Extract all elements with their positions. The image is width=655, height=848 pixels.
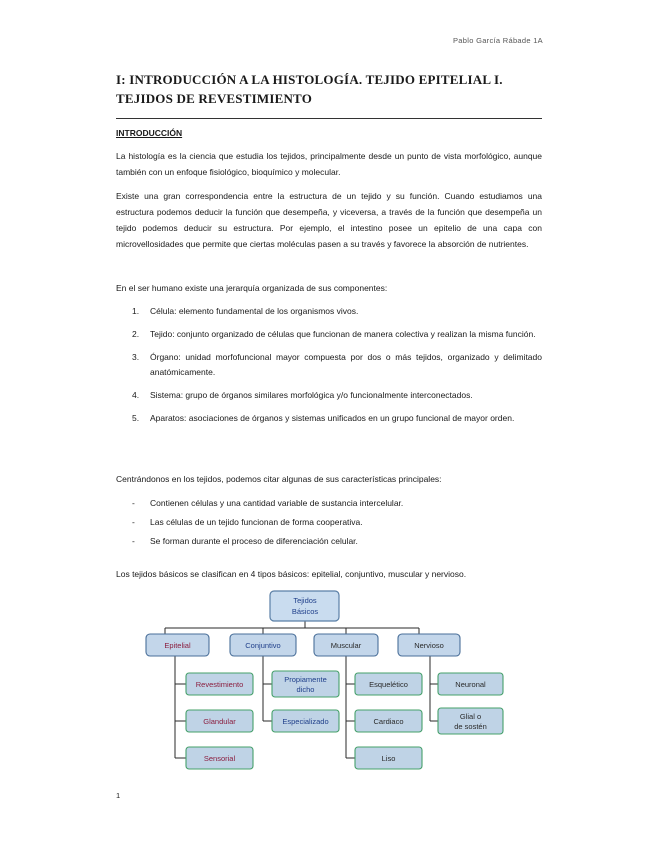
list-item-text: Aparatos: asociaciones de órganos y sistemas unificados en un grupo funcional de mayor orden. <box>150 413 515 423</box>
leaf-glial-label-line2: de sostén <box>454 722 487 731</box>
leaf-glial-label-line1: Glial o <box>459 712 482 721</box>
category-muscular-label: Muscular <box>330 641 362 650</box>
leaf-cardiaco-label: Cardiaco <box>373 717 404 726</box>
list-item-number: 5. <box>132 413 140 423</box>
leaf-revestimiento-label: Revestimiento <box>195 680 244 689</box>
list-item <box>116 388 542 403</box>
leaf-esqueletico-label: Esquelético <box>369 680 408 689</box>
bullet-dash: - <box>132 498 135 508</box>
list-item-text: Contienen células y una cantidad variable de sustancia intercelular. <box>150 498 404 508</box>
list-item <box>116 515 542 530</box>
list-item-number: 4. <box>132 390 140 400</box>
list-item <box>116 534 542 549</box>
paragraph-tissue-types: Los tejidos básicos se clasifican en 4 tipos básicos: epitelial, conjuntivo, muscular y nervioso. <box>116 569 467 579</box>
paragraph-characteristics-intro: Centrándonos en los tejidos, podemos citar algunas de sus características principales: <box>116 474 442 484</box>
tissue-hierarchy-diagram <box>140 588 510 778</box>
section-heading: INTRODUCCIÓN <box>116 128 183 138</box>
bullet-dash: - <box>132 517 135 527</box>
paragraph-definition: La histología es la ciencia que estudia los tejidos, principalmente desde un punto de vista morfológico, aunque también con un enfoque fisiológico, bioquímico y molecular. <box>116 151 542 177</box>
list-item <box>116 350 542 380</box>
list-item <box>116 304 542 319</box>
category-conjuntivo-label: Conjuntivo <box>245 641 281 650</box>
leaf-especializado-label: Especializado <box>282 717 329 726</box>
document-title: I: INTRODUCCIÓN A LA HISTOLOGÍA. TEJIDO EPITELIAL I. TEJIDOS DE REVESTIMIENTO <box>116 72 503 106</box>
list-item-text: Célula: elemento fundamental de los organismos vivos. <box>150 306 359 316</box>
list-item-text: Tejido: conjunto organizado de células que funcionan de manera colectiva y realizan la misma función. <box>150 329 536 339</box>
leaf-liso-label: Liso <box>381 754 396 763</box>
leaf-propiamente-label-line1: Propiamente <box>284 675 327 684</box>
list-item-text: Sistema: grupo de órganos similares morfológica y/o funcionalmente interconectados. <box>150 390 473 400</box>
list-item-text: Las células de un tejido funcionan de forma cooperativa. <box>150 517 363 527</box>
root-label-line1: Tejidos <box>293 596 317 605</box>
paragraph-structure-function: Existe una gran correspondencia entre la estructura de un tejido y su función. Cuando estudiamos una estructura podemos deducir la función que desempeña, y viceversa, a través de la función que desempeña un tejido podemos deducir su estructura. Por ejemplo, el intestino posee un epitelio de una capa con microvellosidades que permite que ciertas moléculas pasen a su través y favorece la absorción de nutrientes. <box>116 191 542 249</box>
characteristics-list <box>116 496 542 553</box>
list-item-text: Órgano: unidad morfofuncional mayor compuesta por dos o más tejidos, organizado y delimitado anatómicamente. <box>150 352 542 377</box>
list-item <box>116 496 542 511</box>
root-label-line2: Básicos <box>291 607 319 616</box>
paragraph-hierarchy-intro: En el ser humano existe una jerarquía organizada de sus componentes: <box>116 283 388 293</box>
leaf-sensorial-label: Sensorial <box>203 754 236 763</box>
list-item <box>116 327 542 342</box>
leaf-glandular-label: Glandular <box>203 717 236 726</box>
leaf-propiamente-label-line2: dicho <box>296 685 315 694</box>
leaf-neuronal-label: Neuronal <box>455 680 486 689</box>
page-number: 1 <box>116 791 121 800</box>
list-item-number: 1. <box>132 306 140 316</box>
list-item-number: 3. <box>132 352 140 362</box>
category-nervioso-label: Nervioso <box>414 641 444 650</box>
list-item-text: Se forman durante el proceso de diferenciación celular. <box>150 536 358 546</box>
list-item-number: 2. <box>132 329 140 339</box>
header-author: Pablo García Rábade 1A <box>453 36 543 45</box>
list-item <box>116 411 542 426</box>
hierarchy-list <box>116 304 542 434</box>
title-rule <box>116 118 542 119</box>
category-epitelial-label: Epitelial <box>164 641 191 650</box>
bullet-dash: - <box>132 536 135 546</box>
